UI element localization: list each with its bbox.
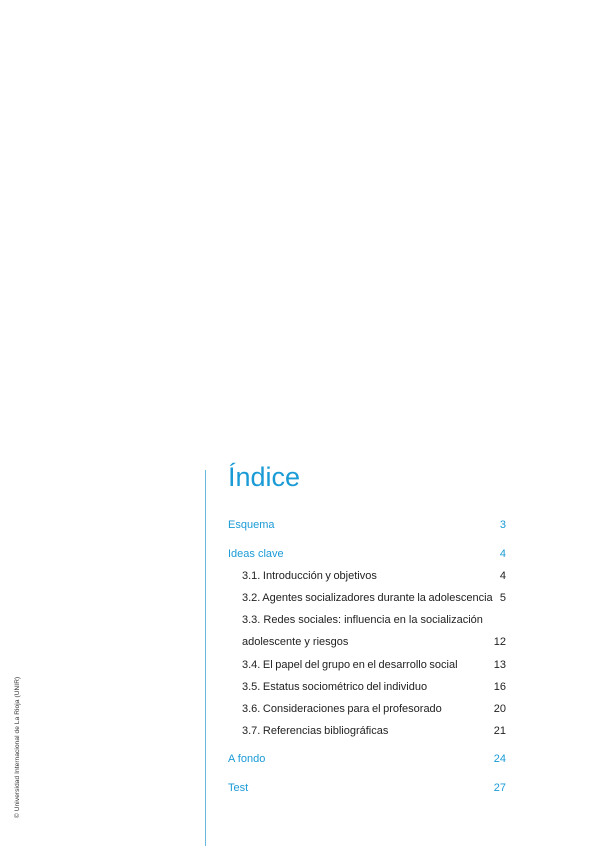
toc-entry-label: 3.7. Referencias bibliográficas	[242, 725, 389, 737]
toc-entry-3-7[interactable]	[242, 725, 506, 737]
toc-entry-label: Ideas clave	[228, 548, 284, 560]
toc-entry-ideas-clave[interactable]	[228, 548, 506, 560]
toc-entry-test[interactable]	[228, 782, 506, 794]
toc-entry-3-2[interactable]	[242, 592, 506, 604]
toc-entry-label: 3.5. Estatus sociométrico del individuo	[242, 681, 428, 693]
toc-entry-page: 5	[499, 592, 506, 604]
toc-entry-page: 4	[499, 548, 506, 560]
toc-entry-3-5[interactable]	[242, 681, 506, 693]
toc-entry-esquema[interactable]	[228, 519, 506, 531]
toc-entry-page: 16	[493, 681, 506, 693]
toc-entry-page: 4	[499, 570, 506, 582]
vertical-divider-line	[205, 470, 206, 846]
toc-entry-page: 13	[493, 659, 506, 671]
copyright-notice: © Universidad Internacional de La Rioja (UNIR)	[14, 676, 21, 818]
toc-entry-3-6[interactable]	[242, 703, 506, 715]
toc-entry-page: 12	[493, 636, 506, 648]
toc-entry-a-fondo[interactable]	[228, 753, 506, 765]
toc-entry-label: 3.2. Agentes socializadores durante la adolescencia	[242, 592, 493, 604]
toc-entry-page: 24	[493, 753, 506, 765]
index-title: Índice	[228, 462, 301, 492]
toc-entry-label: 3.4. El papel del grupo en el desarrollo social	[242, 659, 458, 671]
toc-entry-3-4[interactable]	[242, 659, 506, 671]
toc-entry-page: 27	[493, 782, 506, 794]
toc-entry-page: 3	[499, 519, 506, 531]
toc-entry-label: Esquema	[228, 519, 275, 531]
toc-entry-page: 21	[493, 725, 506, 737]
toc-entry-page: 20	[493, 703, 506, 715]
toc-entry-label-continued: adolescente y riesgos	[242, 636, 349, 648]
toc-entry-label: 3.3. Redes sociales: influencia en la socialización	[242, 614, 483, 626]
toc-entry-3-3[interactable]	[242, 609, 506, 653]
toc-entry-3-1[interactable]	[242, 570, 506, 582]
toc-entry-label: 3.1. Introducción y objetivos	[242, 570, 377, 582]
toc-entry-label: 3.6. Consideraciones para el profesorado	[242, 703, 442, 715]
toc-entry-label: A fondo	[228, 753, 266, 765]
toc-entry-label: Test	[228, 782, 249, 794]
